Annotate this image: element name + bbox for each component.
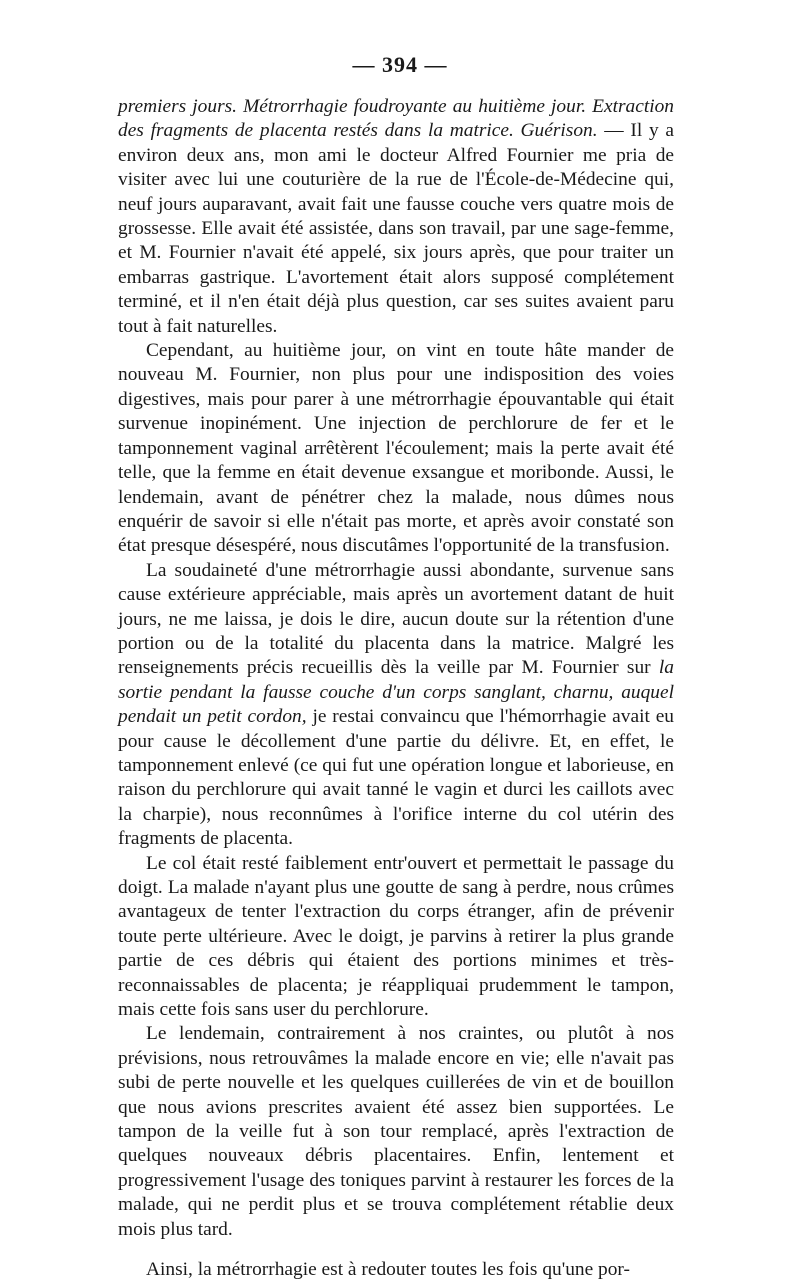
paragraph-text: La soudaineté d'une métrorrhagie aussi abondante, survenue sans cause extérieure appréciable, mais après un avortement datant de huit jours, ne me laissa, je dois le dire, aucun doute sur la rétention d'une portion ou de la totalité du placenta dans la matrice. Malgré les renseignements précis recueillis dès la veille par M. Fournier sur [118,559,674,679]
paragraph-5: Le lendemain, contrairement à nos craintes, ou plutôt à nos prévisions, nous retrouvâmes la malade encore en vie; elle n'avait pas subi de perte nouvelle et les quelques cuillerées de vin et de bouillon que nous avions prescrites avaient été assez bien supportées. Le tampon de la veille fut à son tour remplacé, après l'extraction de quelques nouveaux débris placentaires. Enfin, lentement et progressivement l'usage des toniques parvint à restaurer les forces de la malade, qui ne perdit plus et se trouva complétement rétablie deux mois plus tard. [118,1023,674,1240]
paragraph-2: Cependant, au huitième jour, on vint en toute hâte mander de nouveau M. Fournier, non plus pour une indisposition des voies digestives, mais pour parer à une métrorrhagie épouvantable qui était survenue inopinément. Une injection de perchlorure de fer et le tamponnement vaginal arrêtèrent l'écoulement; mais la perte avait été telle, que la femme en était devenue exsangue et moribonde. Aussi, le lendemain, avant de pénétrer chez la malade, nous dûmes nous enquérir de savoir si elle n'était pas morte, et après avoir constaté son état presque désespéré, nous discutâmes l'opportunité de la transfusion. [118,340,674,557]
paragraph-1 [118,95,674,339]
page-number: — 394 — [352,52,448,77]
paragraph-4: Le col était resté faiblement entr'ouvert et permettait le passage du doigt. La malade n'ayant plus une goutte de sang à perdre, nous crûmes avantageux de tenter l'extraction du corps étranger, afin de prévenir toute perte ultérieure. Avec le doigt, je parvins à retirer la plus grande partie de ces débris qui étaient des portions minimes et très-reconnaissables de placenta; je réappliquai prudemment le tampon, mais cette fois sans user du perchlorure. [118,852,674,1021]
paragraph-text: je restai convaincu que l'hémorrhagie avait eu pour cause le décollement d'une partie du délivre. Et, en effet, le tamponnement enlevé (ce qui fut une opération longue et laborieuse, en raison du perchlorure qui avait tanné le vagin et durci les caillots avec la charpie), nous reconnûmes à l'orifice interne du col utérin des fragments de placenta. [118,706,675,850]
emphasized-quote: la sortie pendant la fausse couche d'un corps sanglant, charnu, auquel pendait un petit cordon, [118,657,674,728]
body-text [118,95,674,1283]
paragraph-3 [118,559,674,852]
section-title: premiers jours. Métrorrhagie foudroyante au huitième jour. Extraction des fragments de placenta restés dans la matrice. Guérison. [118,96,674,142]
paragraph-text: — Il y a environ deux ans, mon ami le docteur Alfred Fournier me pria de visiter avec lui une couturière de la rue de l'École-de-Médecine qui, neuf jours auparavant, avait fait une fausse couche vers quatre mois de grossesse. Elle avait été assistée, dans son travail, par une sage-femme, et M. Fournier n'avait été appelé, six jours après, que pour traiter un embarras gastrique. L'avortement était alors supposé complétement terminé, et il n'en était déjà plus question, car ses suites avaient paru tout à fait naturelles. [118,120,674,337]
paragraph-6: Ainsi, la métrorrhagie est à redouter toutes les fois qu'une por- [146,1259,630,1281]
